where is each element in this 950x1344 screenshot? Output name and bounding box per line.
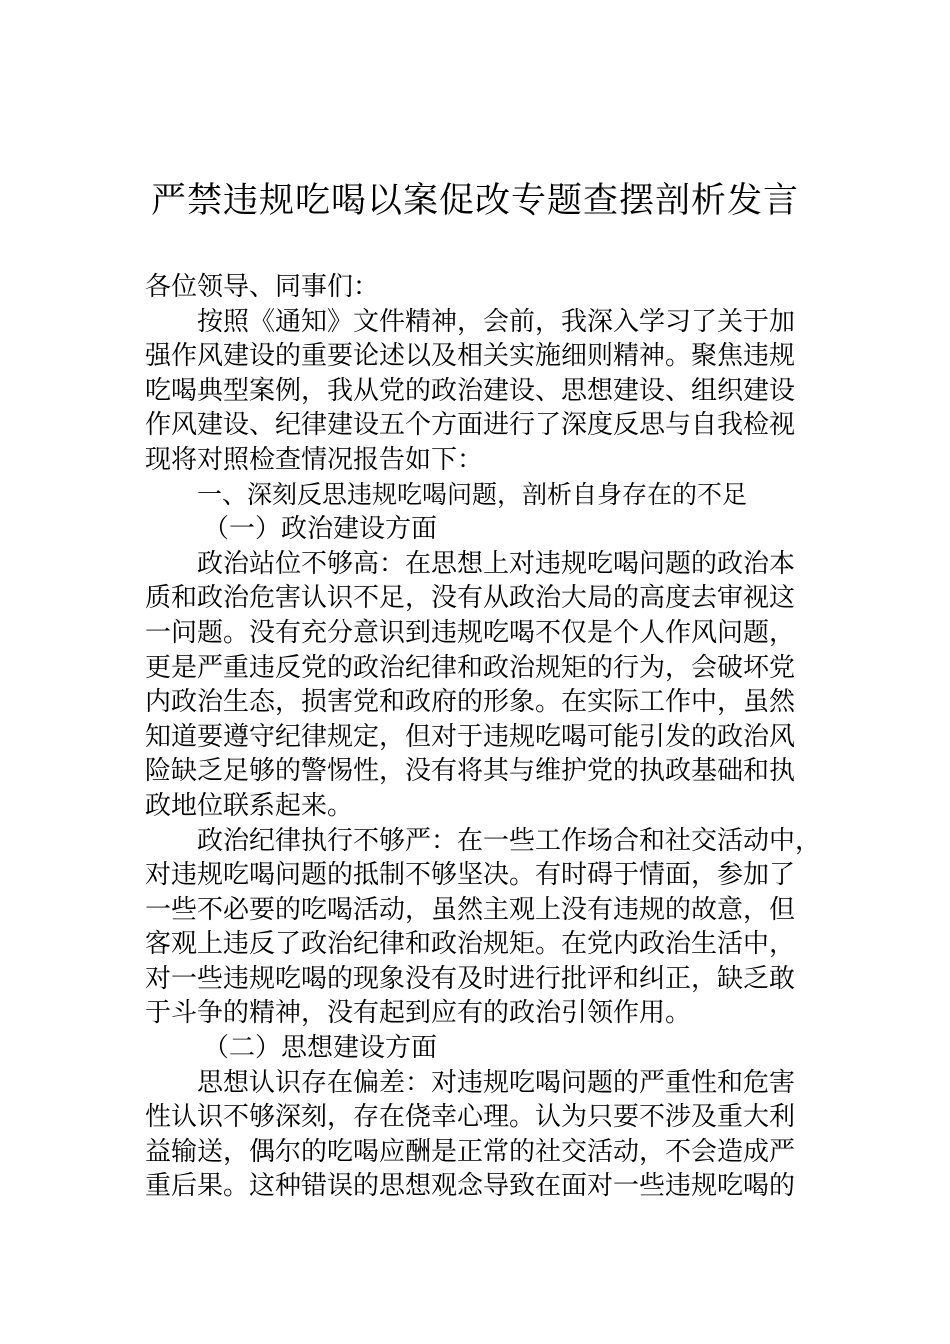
paragraph-line: 客观上违反了政治纪律和政治规矩。在党内政治生活中，	[145, 929, 796, 960]
paragraph-line: 政地位联系起来。	[145, 790, 354, 821]
paragraph-line: 吃喝典型案例，我从党的政治建设、思想建设、组织建设	[145, 375, 796, 406]
paragraph-line: 一些不必要的吃喝活动，虽然主观上没有违规的故意，但	[145, 894, 796, 925]
paragraph-line: 按照《通知》文件精神，会前，我深入学习了关于加	[197, 306, 796, 337]
paragraph-line: 益输送，偶尔的吃喝应酬是正常的社交活动，不会造成严	[145, 1136, 796, 1167]
paragraph-line: 作风建设、纪律建设五个方面进行了深度反思与自我检视	[145, 410, 796, 441]
subsection-heading: （一）政治建设方面	[203, 514, 438, 545]
paragraph-line: 内政治生态，损害党和政府的形象。在实际工作中，虽然	[145, 687, 796, 718]
paragraph-line: 重后果。这种错误的思想观念导致在面对一些违规吃喝的	[145, 1171, 796, 1202]
paragraph-line: 一问题。没有充分意识到违规吃喝不仅是个人作风问题，	[145, 617, 796, 648]
paragraph-line: 于斗争的精神，没有起到应有的政治引领作用。	[145, 998, 692, 1029]
paragraph-line: 现将对照检查情况报告如下：	[145, 444, 484, 475]
document-title: 严禁违规吃喝以案促改专题查摆剖析发言	[150, 181, 799, 221]
document-body	[145, 270, 835, 1204]
paragraph-line: 知道要遵守纪律规定，但对于违规吃喝可能引发的政治风	[145, 721, 796, 752]
paragraph-line: 更是严重违反党的政治纪律和政治规矩的行为，会破坏党	[145, 652, 796, 683]
paragraph-line: 强作风建设的重要论述以及相关实施细则精神。聚焦违规	[145, 341, 796, 372]
section-heading: 一、深刻反思违规吃喝问题，剖析自身存在的不足	[197, 479, 748, 509]
paragraph-line: 性认识不够深刻，存在侥幸心理。认为只要不涉及重大利	[145, 1102, 796, 1133]
paragraph-line: 政治纪律执行不够严：在一些工作场合和社交活动中，	[197, 825, 822, 856]
paragraph-line: 险缺乏足够的警惕性，没有将其与维护党的执政基础和执	[145, 756, 796, 787]
paragraph-line: 对一些违规吃喝的现象没有及时进行批评和纠正，缺乏敢	[145, 963, 796, 994]
paragraph-line: 思想认识存在偏差：对违规吃喝问题的严重性和危害	[197, 1067, 796, 1098]
subsection-heading: （二）思想建设方面	[203, 1033, 438, 1064]
paragraph-line: 对违规吃喝问题的抵制不够坚决。有时碍于情面，参加了	[145, 860, 796, 891]
salutation: 各位领导、同事们：	[145, 272, 380, 302]
paragraph-line: 政治站位不够高：在思想上对违规吃喝问题的政治本	[197, 548, 796, 579]
paragraph-line: 质和政治危害认识不足，没有从政治大局的高度去审视这	[145, 583, 796, 614]
